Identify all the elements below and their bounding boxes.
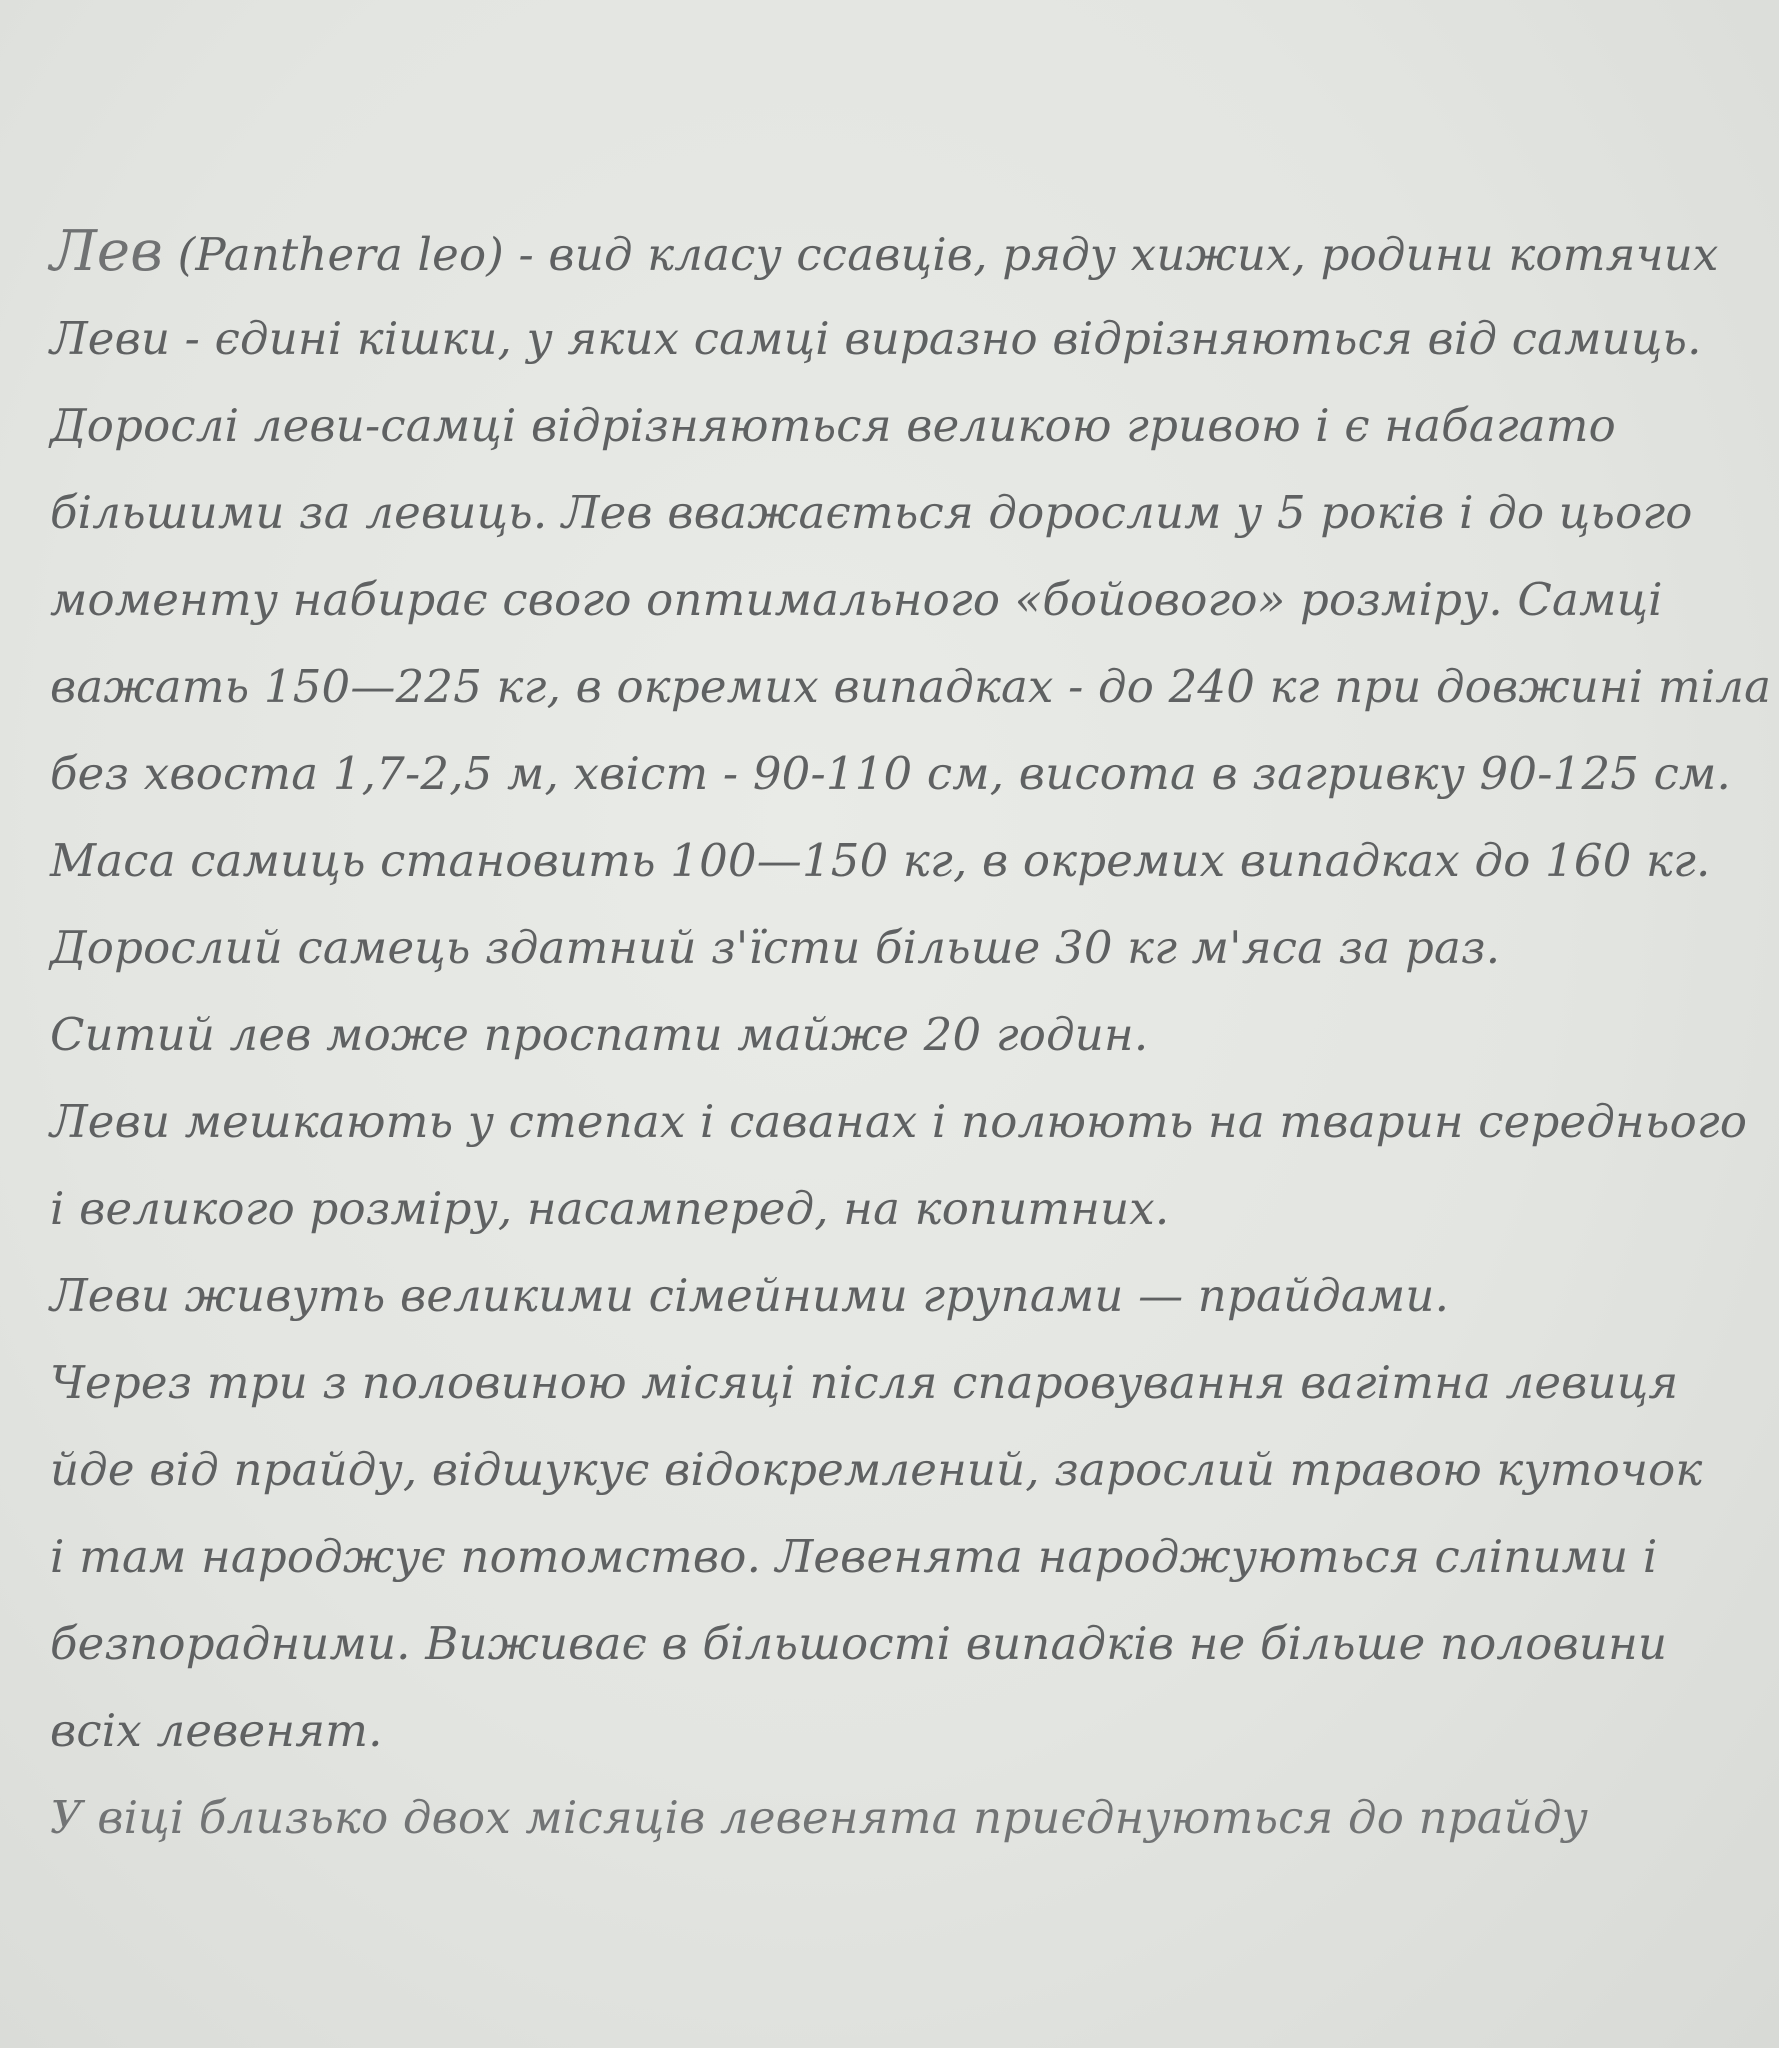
text-line-8: Маса самиць становить 100—150 кг, в окремих випадках до 160 кг. xyxy=(50,834,1711,887)
text-line-11: Леви мешкають у степах і саванах і полюють на тварин середнього xyxy=(50,1095,1748,1148)
text-line-19: У віці близько двох місяців левенята приєднуються до прайду xyxy=(50,1791,1588,1844)
text-line-4: більшими за левиць. Лев вважається дорослим у 5 років і до цього xyxy=(50,486,1693,539)
text-line-17: безпорадними. Виживає в більшості випадків не більше половини xyxy=(50,1617,1668,1670)
text-line-1 xyxy=(50,208,1779,295)
text-line-3: Дорослі леви-самці відрізняються великою гривою і є набагато xyxy=(50,399,1616,452)
text-line-18: всіх левенят. xyxy=(50,1704,383,1757)
text-line-1-rest: (Panthera leo) - вид класу ссавців, ряду хижих, родини котячих xyxy=(163,228,1719,281)
text-line-14: Через три з половиною місяці після спаровування вагітна левиця xyxy=(50,1356,1679,1409)
text-line-6: важать 150—225 кг, в окремих випадках - до 240 кг при довжині тіла xyxy=(50,660,1772,713)
text-line-2: Леви - єдині кішки, у яких самці виразно відрізняються від самиць. xyxy=(50,312,1702,365)
text-line-7: без хвоста 1,7-2,5 м, хвіст - 90-110 см, висота в загривку 90-125 см. xyxy=(50,747,1732,800)
text-line-5: моменту набирає свого оптимального «бойового» розміру. Самці xyxy=(50,573,1663,626)
text-line-16: і там народжує потомство. Левенята народжуються сліпими і xyxy=(50,1530,1658,1583)
text-line-15: йде від прайду, відшукує відокремлений, зарослий травою куточок xyxy=(50,1443,1703,1496)
text-line-12: і великого розміру, насамперед, на копитних. xyxy=(50,1182,1170,1235)
article-title-word: Лев xyxy=(50,219,164,284)
text-line-9: Дорослий самець здатний з'їсти більше 30 кг м'яса за раз. xyxy=(50,921,1501,974)
text-line-13: Леви живуть великими сімейними групами — прайдами. xyxy=(50,1269,1450,1322)
text-line-10: Ситий лев може проспати майже 20 годин. xyxy=(50,1008,1149,1061)
article-text xyxy=(50,208,1779,1861)
